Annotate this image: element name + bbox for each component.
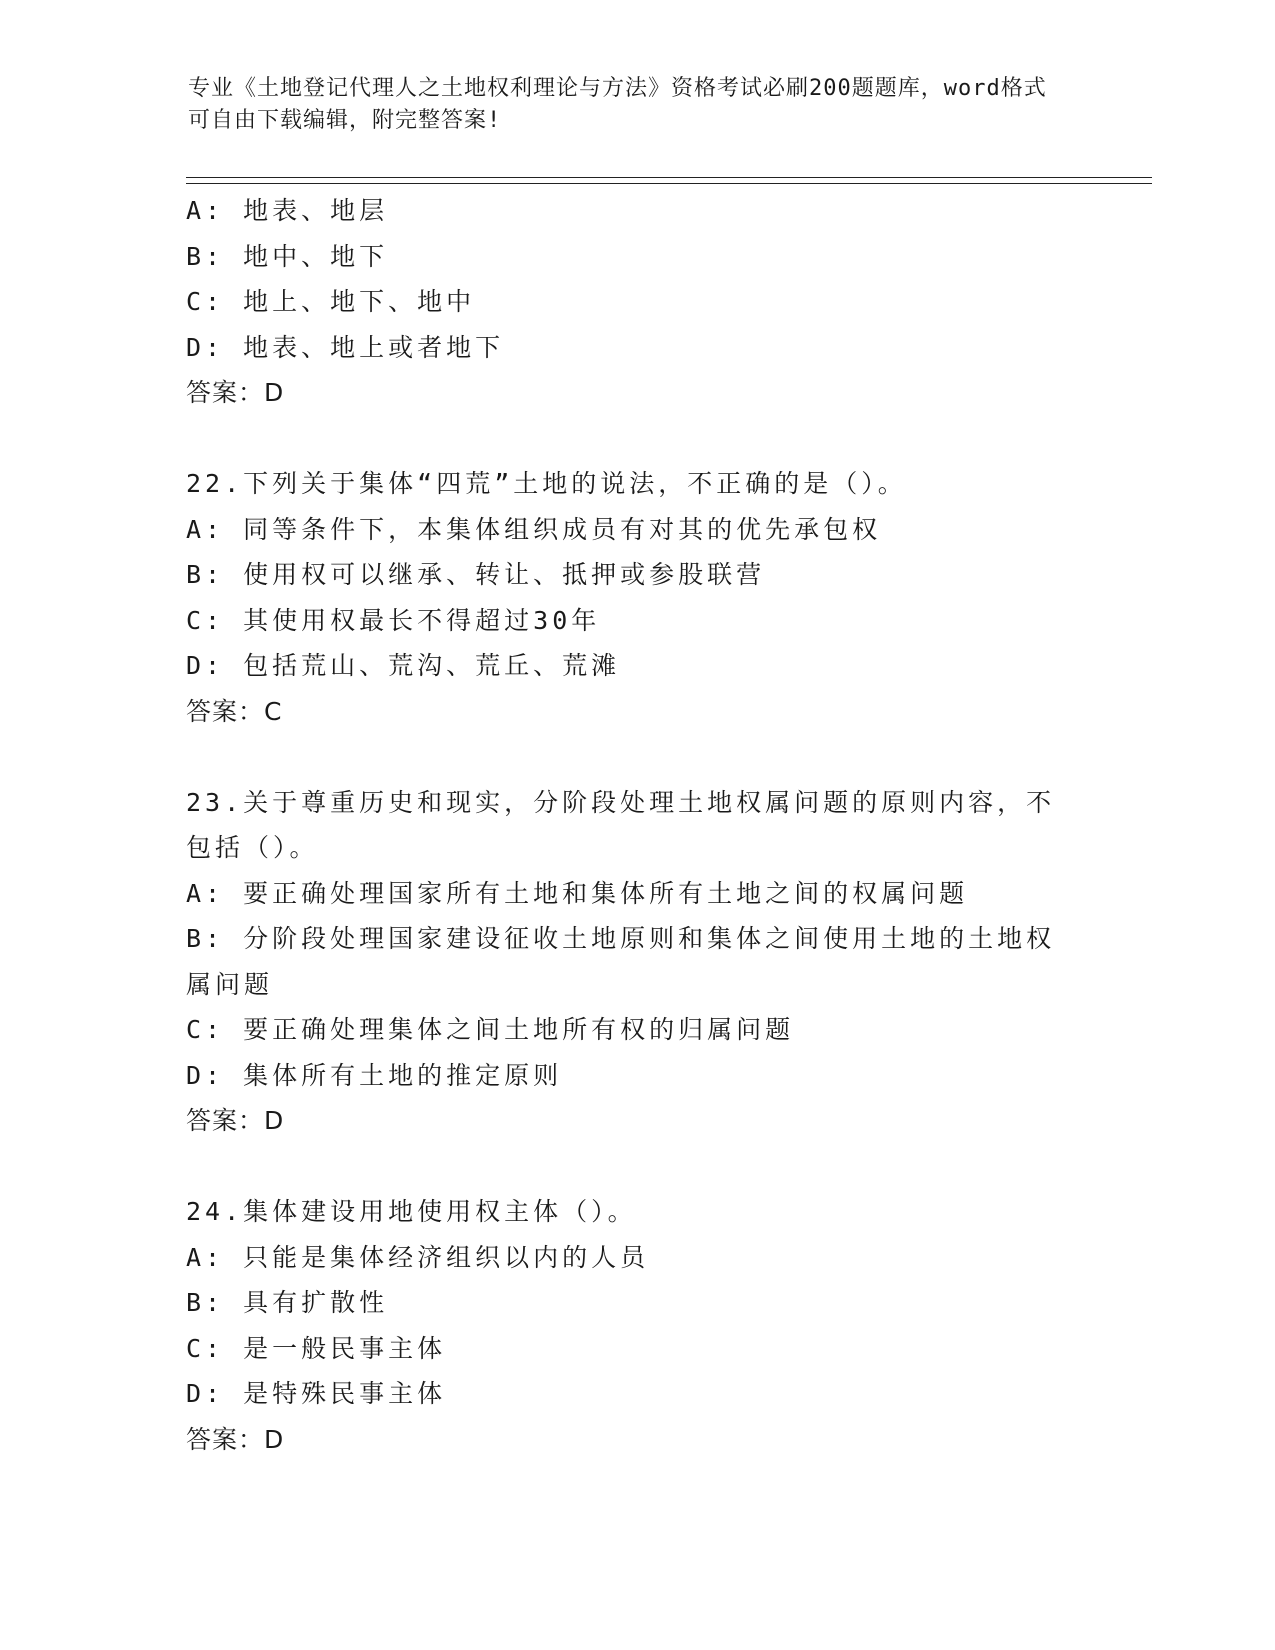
option-a: A: 地表、地层 <box>186 196 389 225</box>
option-d: D: 地表、地上或者地下 <box>186 332 505 362</box>
option-b: B: 使用权可以继承、转让、抵押或参股联营 <box>186 560 766 589</box>
question-stem: 23.关于尊重历史和现实，分阶段处理土地权属问题的原则内容，不包括（）。 <box>186 787 1056 862</box>
question-22-block <box>186 461 1076 734</box>
option-d: D: 是特殊民事主体 <box>186 1379 447 1408</box>
header-rule-top <box>186 177 1152 178</box>
option-c: C: 要正确处理集体之间土地所有权的归属问题 <box>186 1015 795 1044</box>
question-21-block <box>186 188 1076 416</box>
question-24-block <box>186 1189 1076 1462</box>
option-a: A: 同等条件下，本集体组织成员有对其的优先承包权 <box>186 514 882 544</box>
option-a: A: 只能是集体经济组织以内的人员 <box>186 1242 650 1272</box>
spacer <box>186 416 1076 462</box>
answer-label: 答案：D <box>186 378 285 407</box>
question-23-block <box>186 780 1076 1144</box>
document-header: 专业《土地登记代理人之土地权利理论与方法》资格考试必刷200题题库，word格式可自由下载编辑，附完整答案! <box>188 76 1047 133</box>
option-b: B: 分阶段处理国家建设征收土地原则和集体之间使用土地的土地权属问题 <box>186 924 1056 999</box>
answer-label: 答案：D <box>186 1424 285 1454</box>
option-d: D: 包括荒山、荒沟、荒丘、荒滩 <box>186 651 621 680</box>
option-d: D: 集体所有土地的推定原则 <box>186 1060 563 1090</box>
answer-label: 答案：D <box>186 1106 285 1135</box>
option-c: C: 地上、地下、地中 <box>186 287 476 316</box>
question-list <box>186 188 1076 1462</box>
spacer <box>186 1144 1076 1190</box>
option-c: C: 其使用权最长不得超过30年 <box>186 605 601 635</box>
option-c: C: 是一般民事主体 <box>186 1333 447 1363</box>
spacer <box>186 734 1076 780</box>
question-stem: 22.下列关于集体“四荒”土地的说法，不正确的是（）。 <box>186 469 907 498</box>
answer-label: 答案：C <box>186 696 283 726</box>
option-b: B: 地中、地下 <box>186 241 389 271</box>
option-b: B: 具有扩散性 <box>186 1288 389 1317</box>
question-stem: 24.集体建设用地使用权主体（）。 <box>186 1197 637 1226</box>
header-rule-bottom <box>186 183 1152 184</box>
option-a: A: 要正确处理国家所有土地和集体所有土地之间的权属问题 <box>186 878 969 908</box>
